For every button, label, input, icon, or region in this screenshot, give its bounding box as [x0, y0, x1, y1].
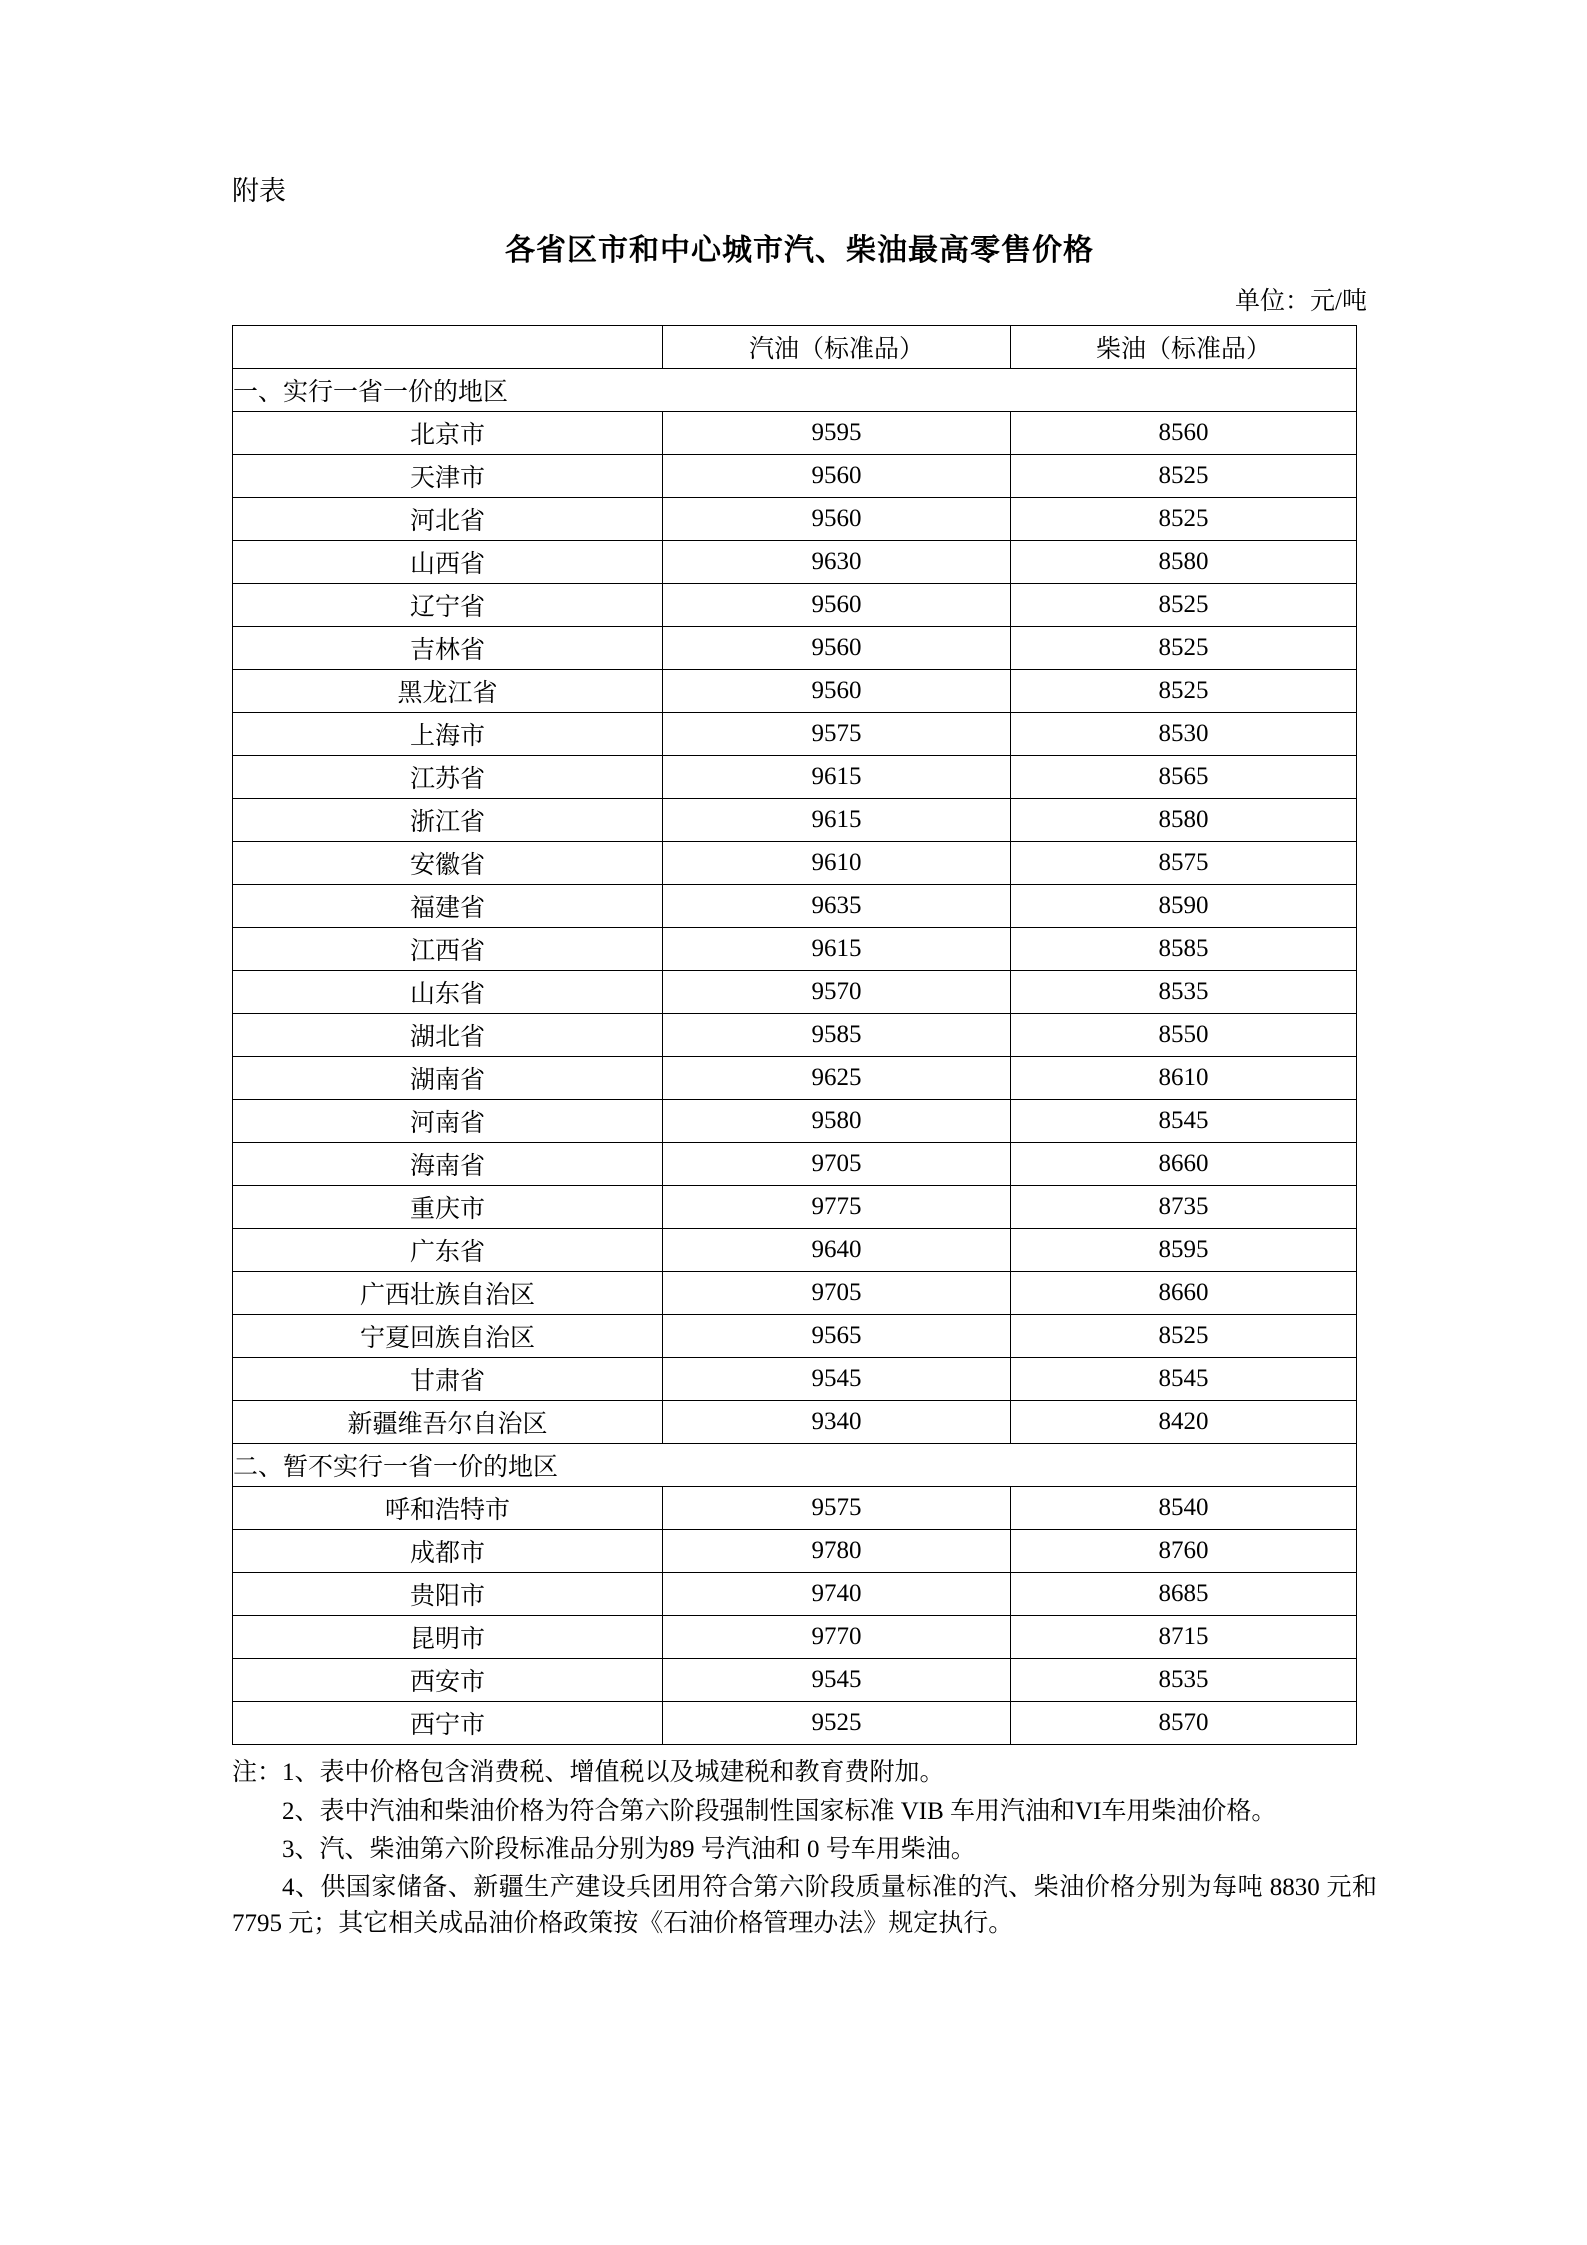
table-section-row: [233, 369, 1357, 412]
table-header-row: [233, 326, 1357, 369]
gasoline-price: 9560: [663, 670, 1011, 713]
table-row: [233, 1143, 1357, 1186]
region-name: 成都市: [233, 1530, 663, 1573]
region-name: 山东省: [233, 971, 663, 1014]
diesel-price: 8580: [1011, 799, 1357, 842]
table-row: [233, 412, 1357, 455]
gasoline-price: 9625: [663, 1057, 1011, 1100]
region-name: 河南省: [233, 1100, 663, 1143]
diesel-price: 8550: [1011, 1014, 1357, 1057]
gasoline-price: 9560: [663, 498, 1011, 541]
diesel-price: 8525: [1011, 455, 1357, 498]
table-row: [233, 971, 1357, 1014]
diesel-price: 8570: [1011, 1702, 1357, 1745]
region-name: 甘肃省: [233, 1358, 663, 1401]
region-name: 昆明市: [233, 1616, 663, 1659]
unit-note: 单位：元/吨: [1235, 288, 1367, 316]
table-row: [233, 1530, 1357, 1573]
region-name: 新疆维吾尔自治区: [233, 1401, 663, 1444]
table-row: [233, 928, 1357, 971]
table-row: [233, 799, 1357, 842]
gasoline-price: 9340: [663, 1401, 1011, 1444]
diesel-price: 8590: [1011, 885, 1357, 928]
fuel-price-table: [232, 325, 1357, 1745]
gasoline-price: 9585: [663, 1014, 1011, 1057]
table-row: [233, 1057, 1357, 1100]
diesel-price: 8525: [1011, 627, 1357, 670]
region-name: 吉林省: [233, 627, 663, 670]
gasoline-price: 9630: [663, 541, 1011, 584]
diesel-price: 8525: [1011, 1315, 1357, 1358]
diesel-price: 8610: [1011, 1057, 1357, 1100]
table-row: [233, 455, 1357, 498]
table-row: [233, 1573, 1357, 1616]
diesel-price: 8565: [1011, 756, 1357, 799]
region-name: 黑龙江省: [233, 670, 663, 713]
gasoline-price: 9575: [663, 1487, 1011, 1530]
table-row: [233, 1702, 1357, 1745]
diesel-price: 8595: [1011, 1229, 1357, 1272]
diesel-price: 8525: [1011, 584, 1357, 627]
region-name: 辽宁省: [233, 584, 663, 627]
table-row: [233, 1616, 1357, 1659]
region-name: 重庆市: [233, 1186, 663, 1229]
section-label: 一、实行一省一价的地区: [233, 369, 1357, 412]
gasoline-price: 9545: [663, 1659, 1011, 1702]
table-body: [233, 369, 1357, 1745]
gasoline-price: 9635: [663, 885, 1011, 928]
table-row: [233, 584, 1357, 627]
table-row: [233, 1487, 1357, 1530]
diesel-price: 8540: [1011, 1487, 1357, 1530]
column-header-diesel: 柴油（标准品）: [1011, 326, 1357, 369]
gasoline-price: 9525: [663, 1702, 1011, 1745]
table-notes: [232, 1755, 1377, 1942]
note-item: 3、汽、柴油第六阶段标准品分别为89 号汽油和 0 号车用柴油。: [282, 1835, 976, 1863]
page-title: 各省区市和中心城市汽、柴油最高零售价格: [505, 234, 1094, 268]
region-name: 湖南省: [233, 1057, 663, 1100]
region-name: 西宁市: [233, 1702, 663, 1745]
table-row: [233, 1100, 1357, 1143]
table-row: [233, 1315, 1357, 1358]
section-label: 二、暂不实行一省一价的地区: [233, 1444, 1357, 1487]
diesel-price: 8715: [1011, 1616, 1357, 1659]
table-row: [233, 1229, 1357, 1272]
table-section-row: [233, 1444, 1357, 1487]
diesel-price: 8585: [1011, 928, 1357, 971]
gasoline-price: 9740: [663, 1573, 1011, 1616]
diesel-price: 8685: [1011, 1573, 1357, 1616]
region-name: 河北省: [233, 498, 663, 541]
table-row: [233, 1014, 1357, 1057]
gasoline-price: 9560: [663, 627, 1011, 670]
gasoline-price: 9770: [663, 1616, 1011, 1659]
gasoline-price: 9580: [663, 1100, 1011, 1143]
diesel-price: 8525: [1011, 670, 1357, 713]
gasoline-price: 9640: [663, 1229, 1011, 1272]
note-item: 注：1、表中价格包含消费税、增值税以及城建税和教育费附加。: [232, 1759, 945, 1787]
table-row: [233, 1186, 1357, 1229]
attachment-label: 附表: [232, 176, 286, 206]
region-name: 江西省: [233, 928, 663, 971]
table-row: [233, 1272, 1357, 1315]
table-row: [233, 756, 1357, 799]
region-name: 海南省: [233, 1143, 663, 1186]
table-row: [233, 670, 1357, 713]
region-name: 湖北省: [233, 1014, 663, 1057]
table-row: [233, 1358, 1357, 1401]
gasoline-price: 9560: [663, 584, 1011, 627]
diesel-price: 8735: [1011, 1186, 1357, 1229]
table-row: [233, 627, 1357, 670]
column-header-gasoline: 汽油（标准品）: [663, 326, 1011, 369]
region-name: 安徽省: [233, 842, 663, 885]
table-row: [233, 885, 1357, 928]
region-name: 山西省: [233, 541, 663, 584]
gasoline-price: 9560: [663, 455, 1011, 498]
gasoline-price: 9705: [663, 1272, 1011, 1315]
diesel-price: 8560: [1011, 412, 1357, 455]
diesel-price: 8545: [1011, 1358, 1357, 1401]
diesel-price: 8525: [1011, 498, 1357, 541]
table-row: [233, 541, 1357, 584]
region-name: 宁夏回族自治区: [233, 1315, 663, 1358]
diesel-price: 8545: [1011, 1100, 1357, 1143]
diesel-price: 8660: [1011, 1143, 1357, 1186]
region-name: 浙江省: [233, 799, 663, 842]
region-name: 广东省: [233, 1229, 663, 1272]
diesel-price: 8660: [1011, 1272, 1357, 1315]
region-name: 广西壮族自治区: [233, 1272, 663, 1315]
gasoline-price: 9615: [663, 756, 1011, 799]
gasoline-price: 9705: [663, 1143, 1011, 1186]
gasoline-price: 9780: [663, 1530, 1011, 1573]
column-header-region: [233, 326, 663, 369]
note-item: 2、表中汽油和柴油价格为符合第六阶段强制性国家标准 VIB 车用汽油和VI车用柴油价格。: [282, 1797, 1277, 1825]
region-name: 贵阳市: [233, 1573, 663, 1616]
region-name: 上海市: [233, 713, 663, 756]
table-row: [233, 713, 1357, 756]
region-name: 西安市: [233, 1659, 663, 1702]
gasoline-price: 9595: [663, 412, 1011, 455]
region-name: 福建省: [233, 885, 663, 928]
region-name: 呼和浩特市: [233, 1487, 663, 1530]
gasoline-price: 9545: [663, 1358, 1011, 1401]
diesel-price: 8420: [1011, 1401, 1357, 1444]
diesel-price: 8580: [1011, 541, 1357, 584]
gasoline-price: 9565: [663, 1315, 1011, 1358]
gasoline-price: 9775: [663, 1186, 1011, 1229]
diesel-price: 8760: [1011, 1530, 1357, 1573]
note-item: 4、供国家储备、新疆生产建设兵团用符合第六阶段质量标准的汽、柴油价格分别为每吨 8830 元和 7795 元；其它相关成品油价格政策按《石油价格管理办法》规定执行。: [232, 1874, 1377, 1938]
diesel-price: 8535: [1011, 1659, 1357, 1702]
region-name: 北京市: [233, 412, 663, 455]
table-row: [233, 1659, 1357, 1702]
table-row: [233, 842, 1357, 885]
gasoline-price: 9575: [663, 713, 1011, 756]
diesel-price: 8530: [1011, 713, 1357, 756]
gasoline-price: 9570: [663, 971, 1011, 1014]
region-name: 天津市: [233, 455, 663, 498]
table-row: [233, 1401, 1357, 1444]
gasoline-price: 9615: [663, 928, 1011, 971]
gasoline-price: 9610: [663, 842, 1011, 885]
gasoline-price: 9615: [663, 799, 1011, 842]
table-row: [233, 498, 1357, 541]
diesel-price: 8575: [1011, 842, 1357, 885]
diesel-price: 8535: [1011, 971, 1357, 1014]
region-name: 江苏省: [233, 756, 663, 799]
